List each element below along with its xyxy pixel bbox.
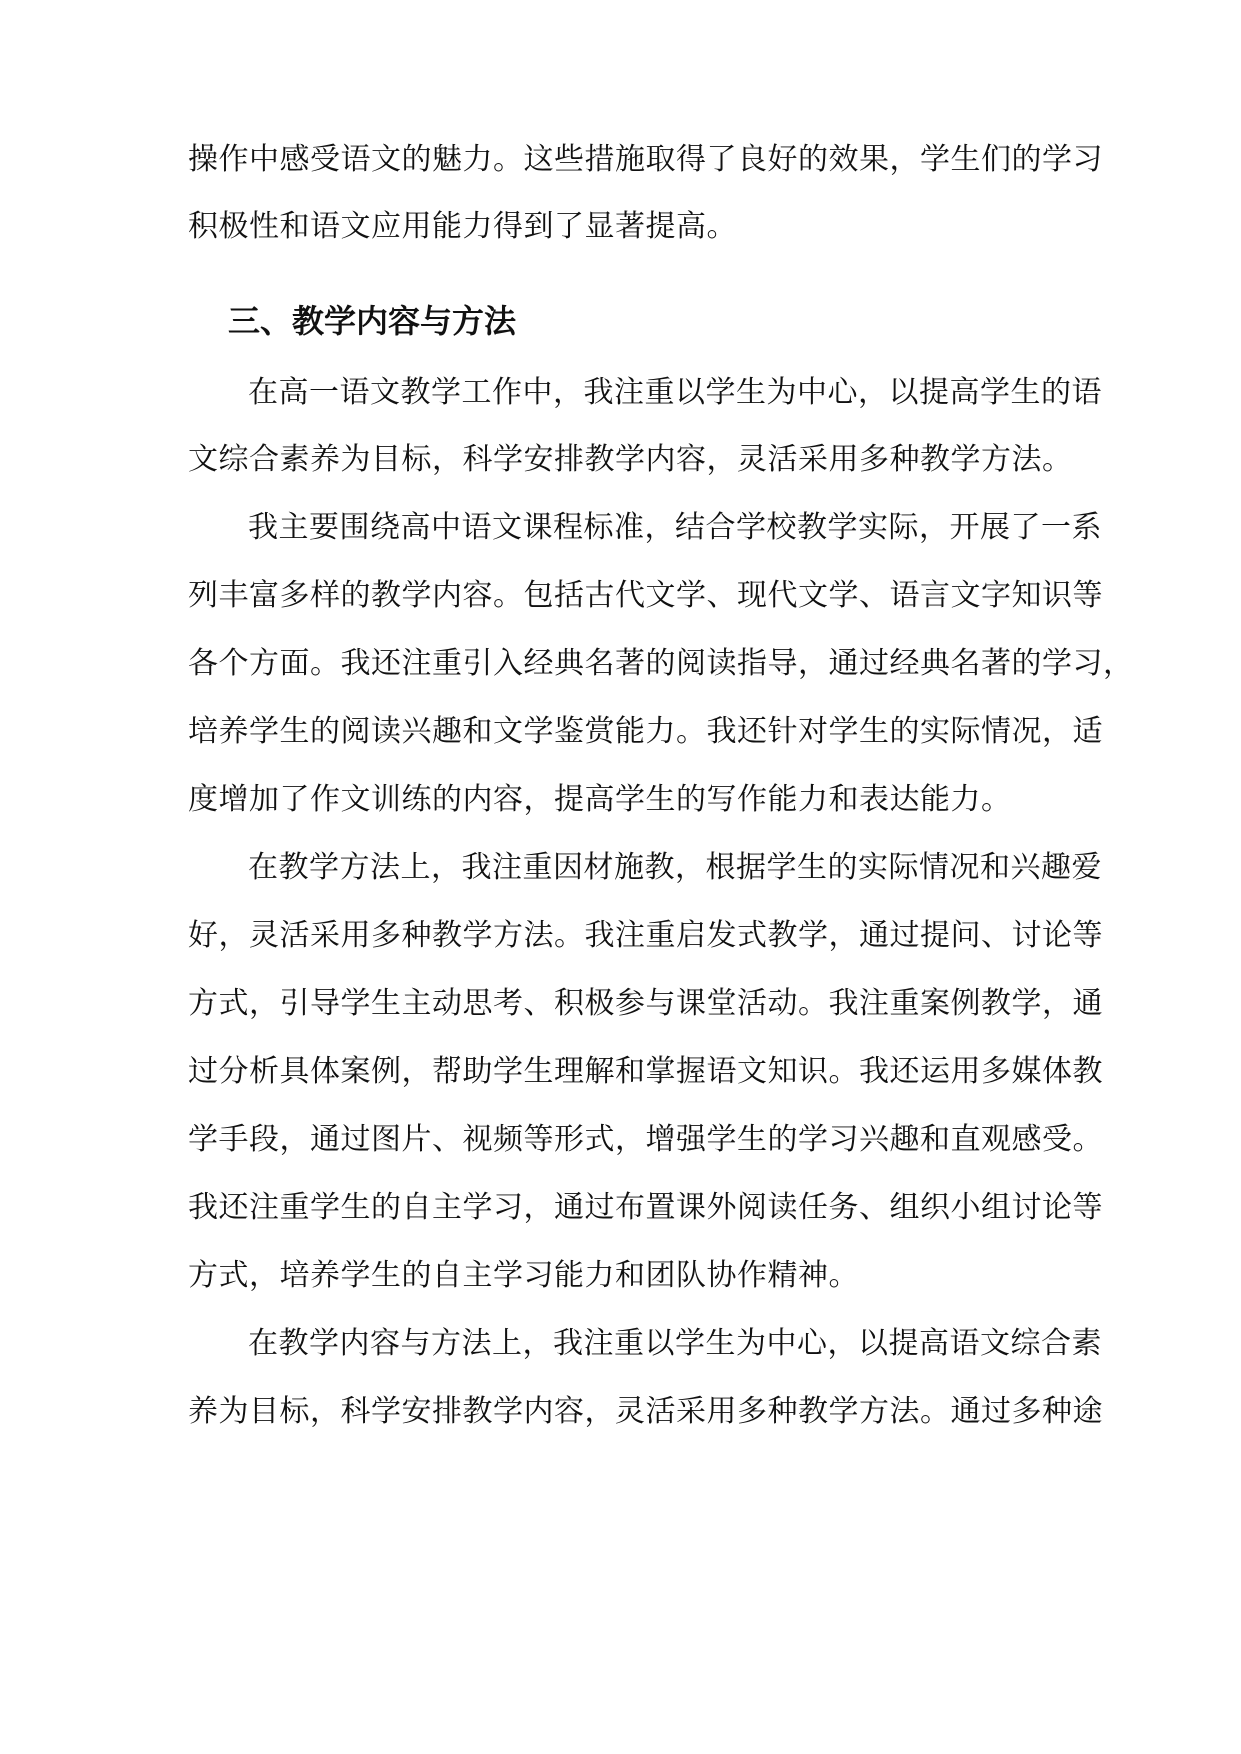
text-line: 操作中感受语文的魅力。这些措施取得了良好的效果，学生们的学习 [188,142,1103,177]
paragraph-line: 在高一语文教学工作中，我注重以学生为中心，以提高学生的语 [248,375,1102,410]
paragraph-line: 文综合素养为目标，科学安排教学内容，灵活采用多种教学方法。 [188,442,1073,477]
paragraph-line: 各个方面。我还注重引入经典名著的阅读指导，通过经典名著的学习， [188,646,1134,681]
paragraph-line: 好，灵活采用多种教学方法。我注重启发式教学，通过提问、讨论等 [188,918,1103,953]
paragraph-line: 养为目标，科学安排教学内容，灵活采用多种教学方法。通过多种途 [188,1394,1103,1429]
text-line: 积极性和语文应用能力得到了显著提高。 [188,209,737,244]
paragraph-line: 列丰富多样的教学内容。包括古代文学、现代文学、语言文字知识等 [188,578,1103,613]
paragraph-line: 学手段，通过图片、视频等形式，增强学生的学习兴趣和直观感受。 [188,1122,1103,1157]
paragraph-line: 方式，引导学生主动思考、积极参与课堂活动。我注重案例教学，通 [188,986,1103,1021]
paragraph-line: 度增加了作文训练的内容，提高学生的写作能力和表达能力。 [188,782,1012,817]
paragraph-line: 我还注重学生的自主学习，通过布置课外阅读任务、组织小组讨论等 [188,1190,1103,1225]
paragraph-line: 在教学内容与方法上，我注重以学生为中心，以提高语文综合素 [248,1326,1102,1361]
paragraph-line: 在教学方法上，我注重因材施教，根据学生的实际情况和兴趣爱 [248,850,1102,885]
paragraph-line: 我主要围绕高中语文课程标准，结合学校教学实际，开展了一系 [248,510,1102,545]
paragraph-line: 方式，培养学生的自主学习能力和团队协作精神。 [188,1258,859,1293]
paragraph-line: 培养学生的阅读兴趣和文学鉴赏能力。我还针对学生的实际情况，适 [188,714,1103,749]
paragraph-line: 过分析具体案例，帮助学生理解和掌握语文知识。我还运用多媒体教 [188,1054,1103,1089]
section-heading: 三、教学内容与方法 [228,302,517,340]
